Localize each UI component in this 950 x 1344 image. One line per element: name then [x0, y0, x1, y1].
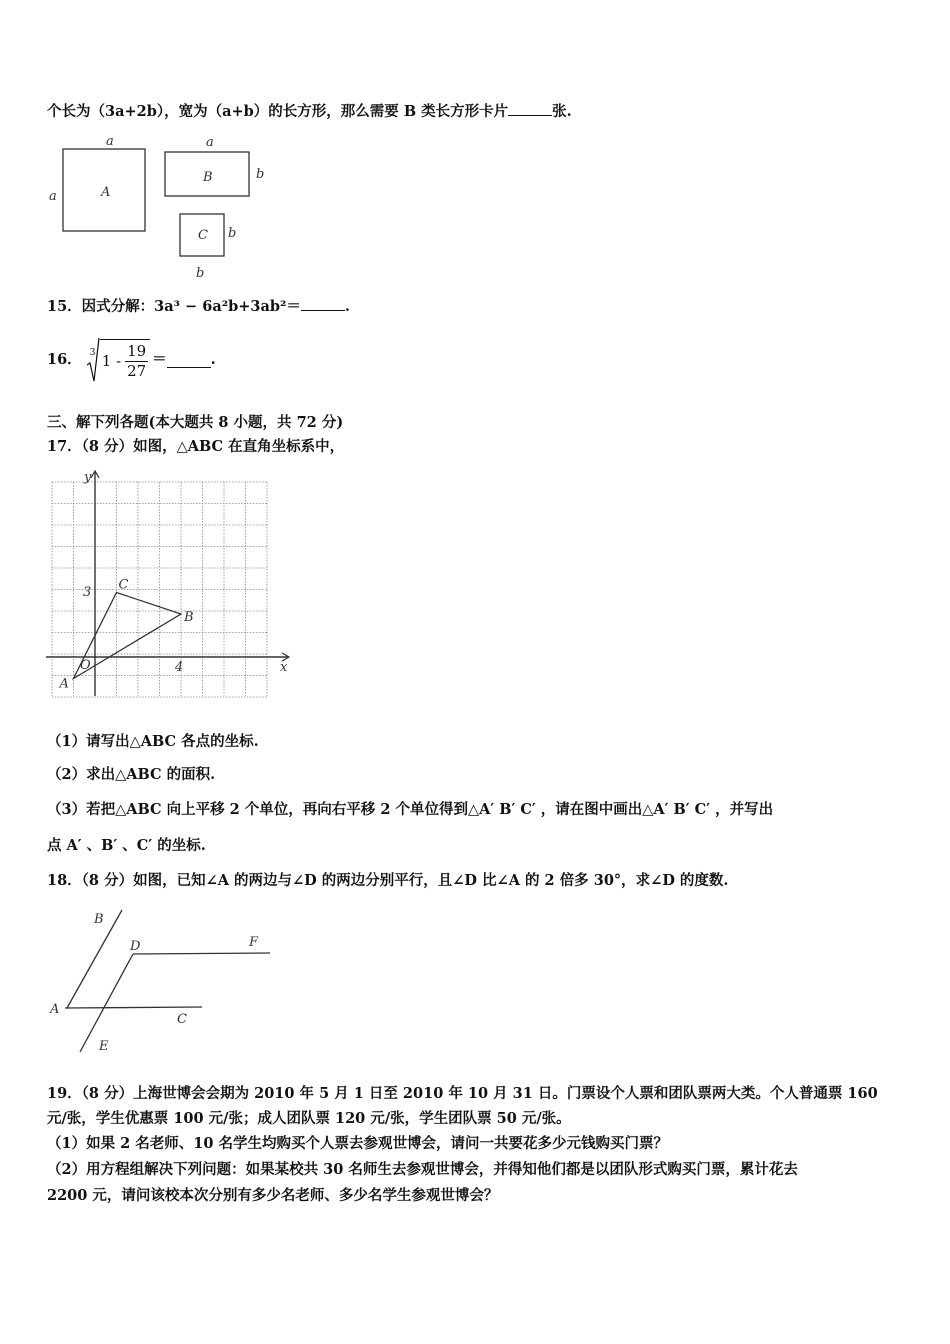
q15-answer-blank[interactable] [301, 296, 345, 311]
line-de [80, 954, 133, 1052]
point-c-label: C [118, 577, 129, 593]
q15-prefix: 15．因式分解：3a³ − 6a²b+3ab²＝ [47, 298, 301, 315]
section3-title: 三、解下列各题(本大题共 8 小题，共 72 分) [47, 414, 344, 431]
label-b-bottom: b [196, 266, 205, 281]
label-C: C [198, 228, 208, 243]
q19-sub2-a: （2）用方程组解决下列问题：如果某校共 30 名师生去参观世博会，并得知他们都是以团队形式购买门票，累计花去 [47, 1161, 798, 1178]
q17-sub2: （2）求出△ABC 的面积. [47, 766, 216, 783]
label-E: E [99, 1039, 109, 1054]
q15-text [47, 296, 350, 317]
label-a-top: a [106, 134, 114, 149]
q16-prefix: 16． [47, 351, 82, 368]
label-b-right2: b [228, 226, 237, 241]
q18-parallel-figure [44, 902, 284, 1057]
label-B: B [203, 170, 213, 185]
q17-intro: 17．（8 分）如图，△ABC 在直角坐标系中， [47, 438, 345, 455]
label-A: A [101, 185, 111, 200]
q19-sub1: （1）如果 2 名老师、10 名学生均购买个人票去参观世博会，请问一共要花多少元钱购买门票？ [47, 1135, 668, 1152]
root-index: 3 [89, 348, 96, 358]
label-D: D [130, 939, 141, 954]
q16-answer-blank[interactable] [167, 353, 211, 368]
q18-text: 18．（8 分）如图，已知∠A 的两边与∠D 的两边分别平行，且∠D 比∠A 的 2 倍多 30°，求∠D 的度数. [47, 872, 729, 889]
q14-line: 个长为（3a+2b），宽为（a+b）的长方形，那么需要 B 类长方形卡片 [47, 103, 509, 120]
fraction [125, 342, 148, 381]
q17-sub1: （1）请写出△ABC 各点的坐标. [47, 733, 259, 750]
y-label: y [84, 470, 92, 485]
q14-answer-blank[interactable] [508, 101, 552, 116]
q17-coordinate-grid [44, 468, 300, 704]
q16-text [47, 336, 216, 384]
label-a-left: a [49, 189, 57, 204]
q19-line2: 元/张，学生优惠票 100 元/张；成人团队票 120 元/张，学生团队票 50 元/张。 [47, 1110, 571, 1127]
q14-suffix: 张. [552, 103, 572, 120]
tick-4-label: 4 [175, 660, 184, 675]
q19-sub2-b: 2200 元，请问该校本次分别有多少名老师、多少名学生参观世博会？ [47, 1187, 499, 1204]
point-b-label: B [184, 610, 194, 625]
label-A-18: A [50, 1002, 60, 1017]
q15-suffix: . [344, 298, 350, 315]
q14-text [47, 101, 572, 122]
x-label: x [280, 660, 288, 675]
q17-sub3-a: （3）若把△ABC 向上平移 2 个单位，再向右平移 2 个单位得到△A′ B′ C′ ，请在图中画出△A′ B′ C′ ，并写出 [47, 801, 774, 818]
line-df [133, 953, 270, 954]
radicand-lead: 1 - [101, 352, 122, 370]
q16-eq: ＝ [152, 351, 167, 368]
label-a-top2: a [206, 135, 214, 150]
q14-cards-figure [44, 130, 284, 285]
label-F: F [249, 935, 259, 950]
fraction-denominator: 27 [127, 361, 147, 380]
q16-radical [86, 337, 150, 383]
origin-label: O [80, 658, 91, 673]
tick-3-label: 3 [83, 585, 92, 600]
label-B-18: B [94, 912, 104, 927]
q19-line1: 19．（8 分）上海世博会会期为 2010 年 5 月 1 日至 2010 年 10 月 31 日。门票设个人票和团队票两大类。个人普通票 160 [47, 1085, 878, 1102]
label-C-18: C [177, 1012, 187, 1027]
fraction-numerator: 19 [127, 341, 147, 360]
line-ac [65, 1007, 202, 1008]
q16-suffix: . [210, 351, 216, 368]
q17-sub3-b: 点 A′ 、B′ 、C′ 的坐标. [47, 837, 206, 854]
point-a-label: A [59, 676, 69, 692]
label-b-right: b [256, 167, 265, 182]
